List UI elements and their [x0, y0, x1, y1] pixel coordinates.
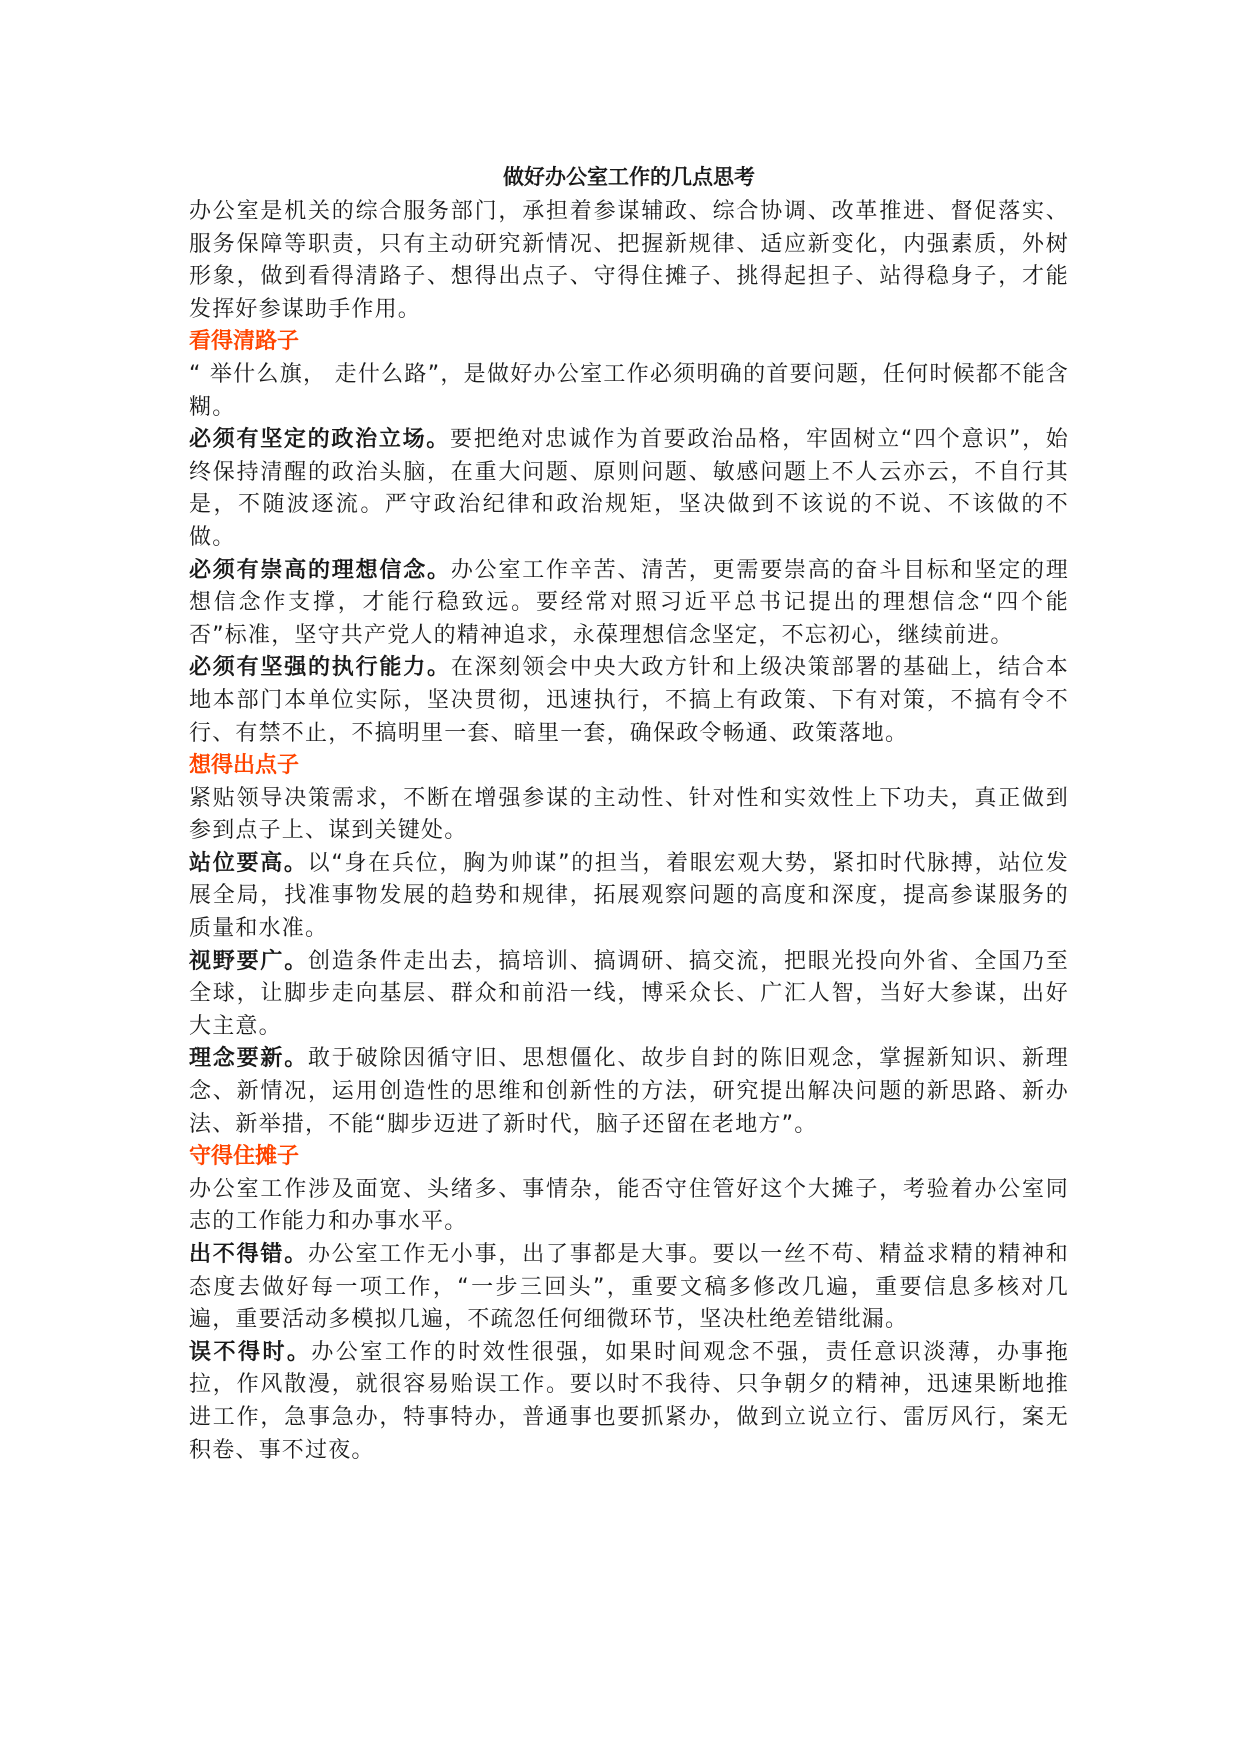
- section-heading: 想得出点子: [189, 753, 300, 779]
- section-2: [189, 750, 1069, 1141]
- point-lead: 必须有坚定的政治立场。: [189, 427, 451, 453]
- section-1: [189, 326, 1069, 750]
- point-lead: 必须有坚强的执行能力。: [189, 655, 451, 681]
- point-paragraph: [189, 848, 1069, 946]
- point-text: 办公室工作的时效性很强，如果时间观念不强，责任意识淡薄，办事拖拉，作风散漫，就很容易贻误工作。要以时不我待、只争朝夕的精神，迅速果断地推进工作，急事急办，特事特办，普通事也要抓紧办，做到立说立行、雷厉风行，案无积卷、事不过夜。: [189, 1339, 1069, 1463]
- point-text: 创造条件走出去，搞培训、搞调研、搞交流，把眼光投向外省、全国乃至全球，让脚步走向基层、群众和前沿一线，博采众长、广汇人智，当好大参谋，出好大主意。: [189, 948, 1069, 1039]
- point-paragraph: [189, 424, 1069, 554]
- point-lead: 误不得时。: [189, 1339, 312, 1365]
- point-paragraph: [189, 652, 1069, 750]
- point-text: 在深刻领会中央大政方针和上级决策部署的基础上，结合本地本部门本单位实际，坚决贯彻，迅速执行，不搞上有政策、下有对策，不搞有令不行、有禁不止，不搞明里一套、暗里一套，确保政令畅通、政策落地。: [189, 655, 1070, 746]
- point-text: 办公室工作辛苦、清苦，更需要崇高的奋斗目标和坚定的理想信念作支撑，才能行稳致远。要经常对照习近平总书记提出的理想信念“四个能否”标准，坚守共产党人的精神追求，永葆理想信念坚定，不忘初心，继续前进。: [189, 557, 1070, 648]
- point-paragraph: [189, 1239, 1069, 1337]
- section-intro: 紧贴领导决策需求，不断在增强参谋的主动性、针对性和实效性上下功夫，真正做到参到点子上、谋到关键处。: [189, 785, 1069, 844]
- point-text: 以“身在兵位，胸为帅谋”的担当，着眼宏观大势，紧扣时代脉搏，站位发展全局，找准事物发展的趋势和规律，拓展观察问题的高度和深度，提高参谋服务的质量和水准。: [189, 850, 1069, 942]
- point-text: 要把绝对忠诚作为首要政治品格，牢固树立“四个意识”，始终保持清醒的政治头脑，在重大问题、原则问题、敏感问题上不人云亦云，不自行其是，不随波逐流。严守政治纪律和政治规矩，坚决做到不该说的不说、不该做的不做。: [189, 427, 1069, 550]
- document-title: 做好办公室工作的几点思考: [503, 165, 755, 189]
- document-page: [189, 160, 1069, 1467]
- section-heading: 守得住摊子: [189, 1144, 300, 1170]
- point-lead: 视野要广。: [189, 948, 308, 974]
- intro-paragraph: 办公室是机关的综合服务部门，承担着参谋辅政、综合协调、改革推进、督促落实、服务保障等职责，只有主动研究新情况、把握新规律、适应新变化，内强素质，外树形象，做到看得清路子、想得出点子、守得住摊子、挑得起担子、站得稳身子，才能发挥好参谋助手作用。: [189, 199, 1069, 322]
- point-paragraph: [189, 1043, 1069, 1141]
- section-intro: 办公室工作涉及面宽、头绪多、事情杂，能否守住管好这个大摊子，考验着办公室同志的工作能力和办事水平。: [189, 1176, 1069, 1235]
- section-3: [189, 1141, 1069, 1467]
- point-paragraph: [189, 555, 1069, 653]
- point-lead: 理念要新。: [189, 1046, 308, 1072]
- point-text: 敢于破除因循守旧、思想僵化、故步自封的陈旧观念，掌握新知识、新理念、新情况，运用创造性的思维和创新性的方法，研究提出解决问题的新思路、新办法、新举措，不能“脚步迈进了新时代，脑子还留在老地方”。: [189, 1046, 1069, 1137]
- point-lead: 站位要高。: [189, 850, 308, 876]
- point-paragraph: [189, 946, 1069, 1044]
- section-heading: 看得清路子: [189, 329, 300, 355]
- point-lead: 出不得错。: [189, 1242, 308, 1267]
- point-paragraph: [189, 1337, 1069, 1467]
- point-text: 办公室工作无小事，出了事都是大事。要以一丝不苟、精益求精的精神和态度去做好每一项工作，“一步三回头”，重要文稿多修改几遍，重要信息多核对几遍，重要活动多模拟几遍，不疏忽任何细微环节，坚决杜绝差错纰漏。: [189, 1242, 1069, 1333]
- point-lead: 必须有崇高的理想信念。: [189, 557, 451, 583]
- section-intro: “ 举什么旗， 走什么路”，是做好办公室工作必须明确的首要问题，任何时候都不能含糊。: [189, 361, 1069, 420]
